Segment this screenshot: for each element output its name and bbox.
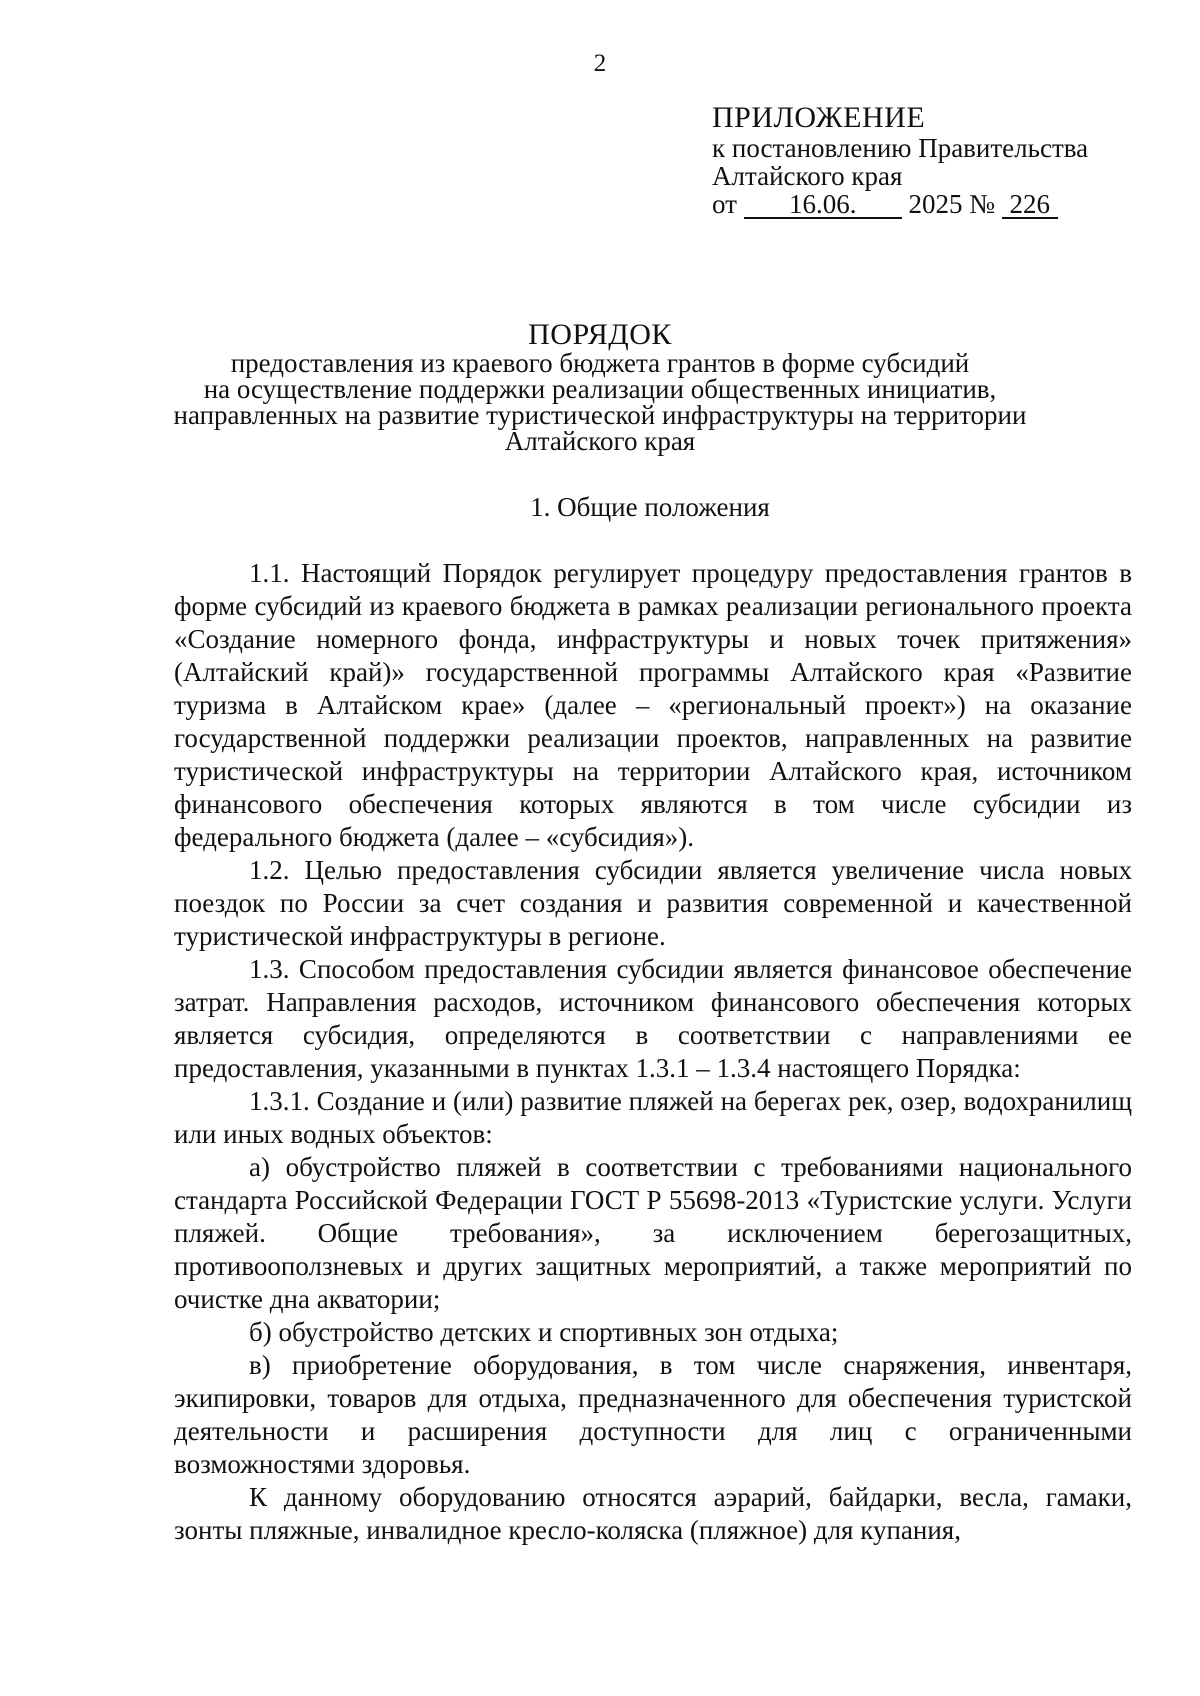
paragraph-1-3-1: 1.3.1. Создание и (или) развитие пляжей на берегах рек, озер, водохранилищ или иных водных объектов:: [174, 1086, 1132, 1149]
page-number: 2: [593, 50, 607, 77]
paragraph-1-1: 1.1. Настоящий Порядок регулирует процедуру предоставления грантов в форме субсидий из краевого бюджета в рамках реализации регионального проекта «Создание номерного фонда, инфраструктуры и новых точек притяжения» (Алтайский край)» государственной программы Алтайского края «Развитие туризма в Алтайском крае» (далее – «региональный проект») на оказание государственной поддержки реализации проектов, направленных на развитие туристической инфраструктуры на территории Алтайского края, источником финансового обеспечения которых являются в том числе субсидии из федерального бюджета (далее – «субсидия»).: [174, 558, 1132, 852]
resolution-date: 16.06.: [744, 191, 902, 219]
document-heading: [150, 318, 1050, 456]
paragraph-1-3: 1.3. Способом предоставления субсидии является финансовое обеспечение затрат. Направления расходов, источником финансового обеспечения которых является субсидия, определяются в соответствии с направлениями ее предоставления, указанными в пунктах 1.3.1 – 1.3.4 настоящего Порядка:: [174, 954, 1132, 1083]
paragraph-item-v: в) приобретение оборудования, в том числе снаряжения, инвентаря, экипировки, товаров для отдыха, предназначенного для обеспечения туристской деятельности и расширения доступности для лиц с ограниченными возможностями здоровья.: [174, 1350, 1132, 1479]
heading-line-2: на осуществление поддержки реализации общественных инициатив,: [203, 374, 997, 404]
heading-title: ПОРЯДОК: [528, 318, 672, 351]
appendix-line-1: к постановлению Правительства: [712, 133, 1089, 163]
heading-line-4: Алтайского края: [504, 426, 696, 456]
resolution-number: 226: [1002, 191, 1058, 219]
paragraph-equipment: К данному оборудованию относятся аэрарий, байдарки, весла, гамаки, зонты пляжные, инвалидное кресло-коляска (пляжное) для купания,: [174, 1482, 1132, 1545]
appendix-line-2: Алтайского края: [712, 161, 903, 191]
appendix-block: [712, 101, 1152, 219]
appendix-title: ПРИЛОЖЕНИЕ: [712, 101, 926, 134]
heading-line-1: предоставления из краевого бюджета грантов в форме субсидий: [230, 348, 970, 378]
paragraph-item-a: а) обустройство пляжей в соответствии с требованиями национального стандарта Российской Федерации ГОСТ Р 55698-2013 «Туристские услуги. Услуги пляжей. Общие требования», за исключением берегозащитных, противооползневых и других защитных мероприятий, а также мероприятий по очистке дна акватории;: [174, 1152, 1132, 1314]
document-body: [174, 557, 1132, 1547]
section-title: 1. Общие положения: [530, 492, 770, 522]
date-prefix: от: [712, 189, 737, 219]
heading-line-3: направленных на развитие туристической инфраструктуры на территории: [173, 400, 1027, 430]
appendix-date-line: [712, 190, 1152, 219]
paragraph-1-2: 1.2. Целью предоставления субсидии является увеличение числа новых поездок по России за счет создания и развития современной и качественной туристической инфраструктуры в регионе.: [174, 855, 1132, 951]
resolution-year: 2025 №: [908, 189, 995, 219]
paragraph-item-b: б) обустройство детских и спортивных зон отдыха;: [249, 1317, 839, 1347]
